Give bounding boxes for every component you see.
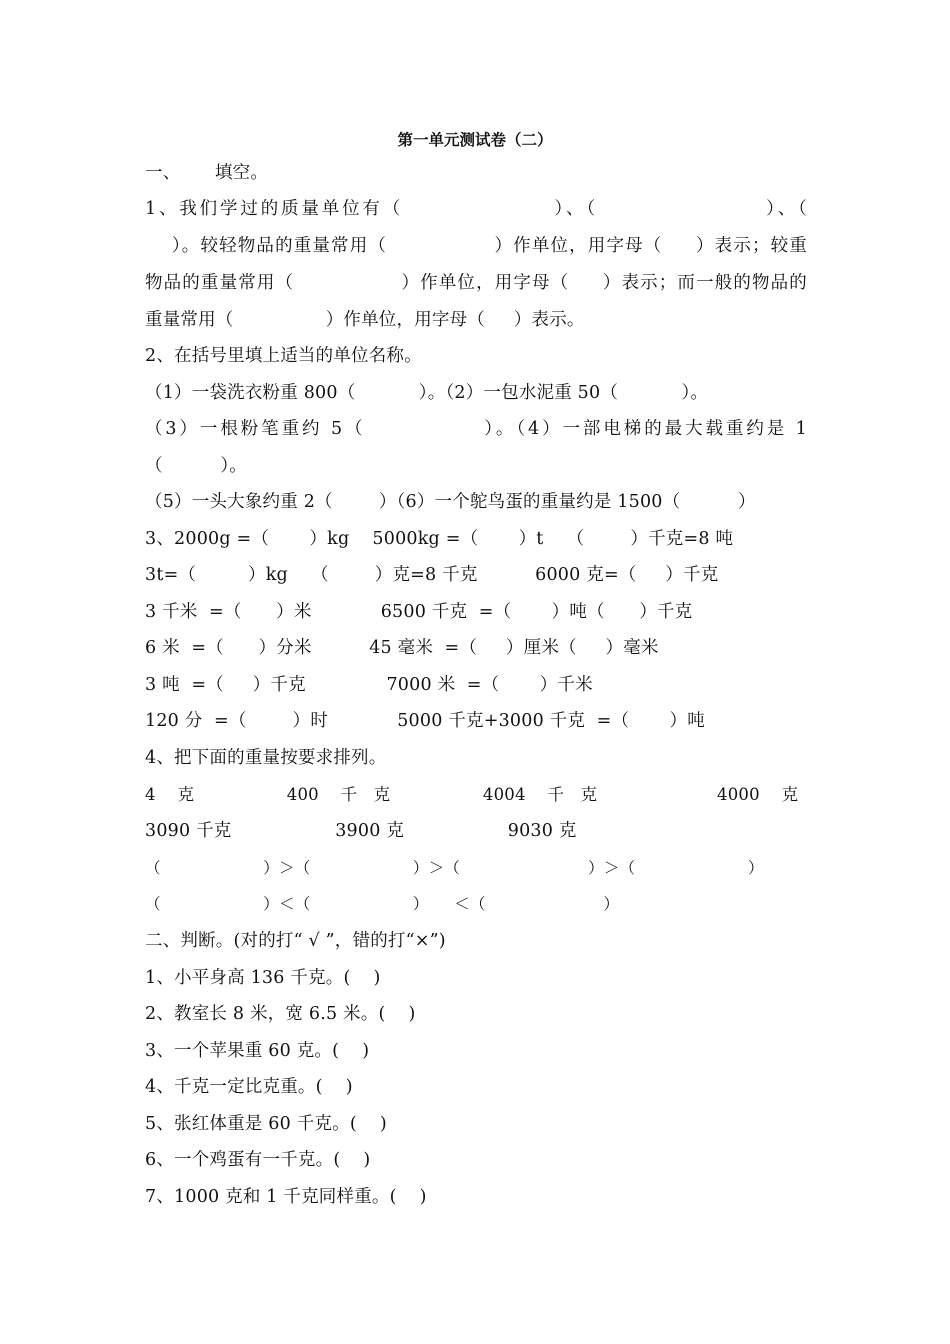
q1-line-2: ）。较轻物品的重量常用（ ）作单位，用字母（ ）表示；较重	[145, 236, 807, 256]
q4-weights-row-2: 3090 千克 3900 克 9030 克	[145, 821, 577, 841]
judge-item-4: 4、千克一定比克重。( )	[145, 1077, 353, 1097]
q1-line-4: 重量常用（ ）作单位，用字母（ ）表示。	[145, 310, 585, 330]
page-title: 第一单元测试卷（二）	[397, 130, 553, 149]
q4-greater-order: （ ）＞（ ）＞（ ）＞（ ）	[145, 859, 764, 877]
judge-item-1: 1、小平身高 136 千克。( )	[145, 968, 381, 988]
q1-line-3: 物品的重量常用（ ）作单位，用字母（ ）表示；而一般的物品的	[145, 273, 807, 293]
section-2-heading: 二、判断。(对的打“ √ ”，错的打“×”)	[145, 931, 446, 951]
q2-line-3: （ ）。	[145, 456, 247, 476]
q1-line-1: 1、我们学过的质量单位有（ ）、（ ）、（	[145, 199, 807, 219]
q2-line-2: （3）一根粉笔重约 5（ ）。（4）一部电梯的最大载重约是 1	[145, 419, 807, 439]
q4-less-order: （ ）＜（ ） ＜（ ）	[145, 895, 620, 913]
judge-item-7: 7、1000 克和 1 千克同样重。( )	[145, 1187, 427, 1207]
section-1-heading: 一、 填空。	[145, 163, 269, 183]
q3-line-2: 3t=（ ）kg （ ）克=8 千克 6000 克=（ ）千克	[145, 565, 719, 585]
q3-line-1: 3、2000g =（ ）kg 5000kg =（ ）t （ ）千克=8 吨	[145, 529, 734, 549]
q2-heading: 2、在括号里填上适当的单位名称。	[145, 346, 422, 366]
q2-line-1: （1）一袋洗衣粉重 800（ ）。（2）一包水泥重 50（ ）。	[145, 383, 709, 403]
judge-item-2: 2、教室长 8 米，宽 6.5 米。( )	[145, 1004, 416, 1024]
judge-item-3: 3、一个苹果重 60 克。( )	[145, 1041, 370, 1061]
q4-heading: 4、把下面的重量按要求排列。	[145, 748, 387, 768]
judge-item-6: 6、一个鸡蛋有一千克。( )	[145, 1150, 371, 1170]
q2-line-4: （5）一头大象约重 2（ ）（6）一个鸵鸟蛋的重量约是 1500（ ）	[145, 492, 756, 512]
q3-line-6: 120 分 =（ ）时 5000 千克+3000 千克 =（ ）吨	[145, 711, 705, 731]
q3-line-4: 6 米 =（ ）分米 45 毫米 =（ ）厘米（ ）毫米	[145, 638, 659, 658]
q3-line-5: 3 吨 =（ ）千克 7000 米 =（ ）千米	[145, 675, 593, 695]
q4-weights-row-1: 4 克 400 千 克 4004 千 克 4000 克	[145, 785, 799, 804]
q3-line-3: 3 千米 =（ ）米 6500 千克 =（ ）吨（ ）千克	[145, 602, 693, 622]
judge-item-5: 5、张红体重是 60 千克。( )	[145, 1114, 387, 1134]
